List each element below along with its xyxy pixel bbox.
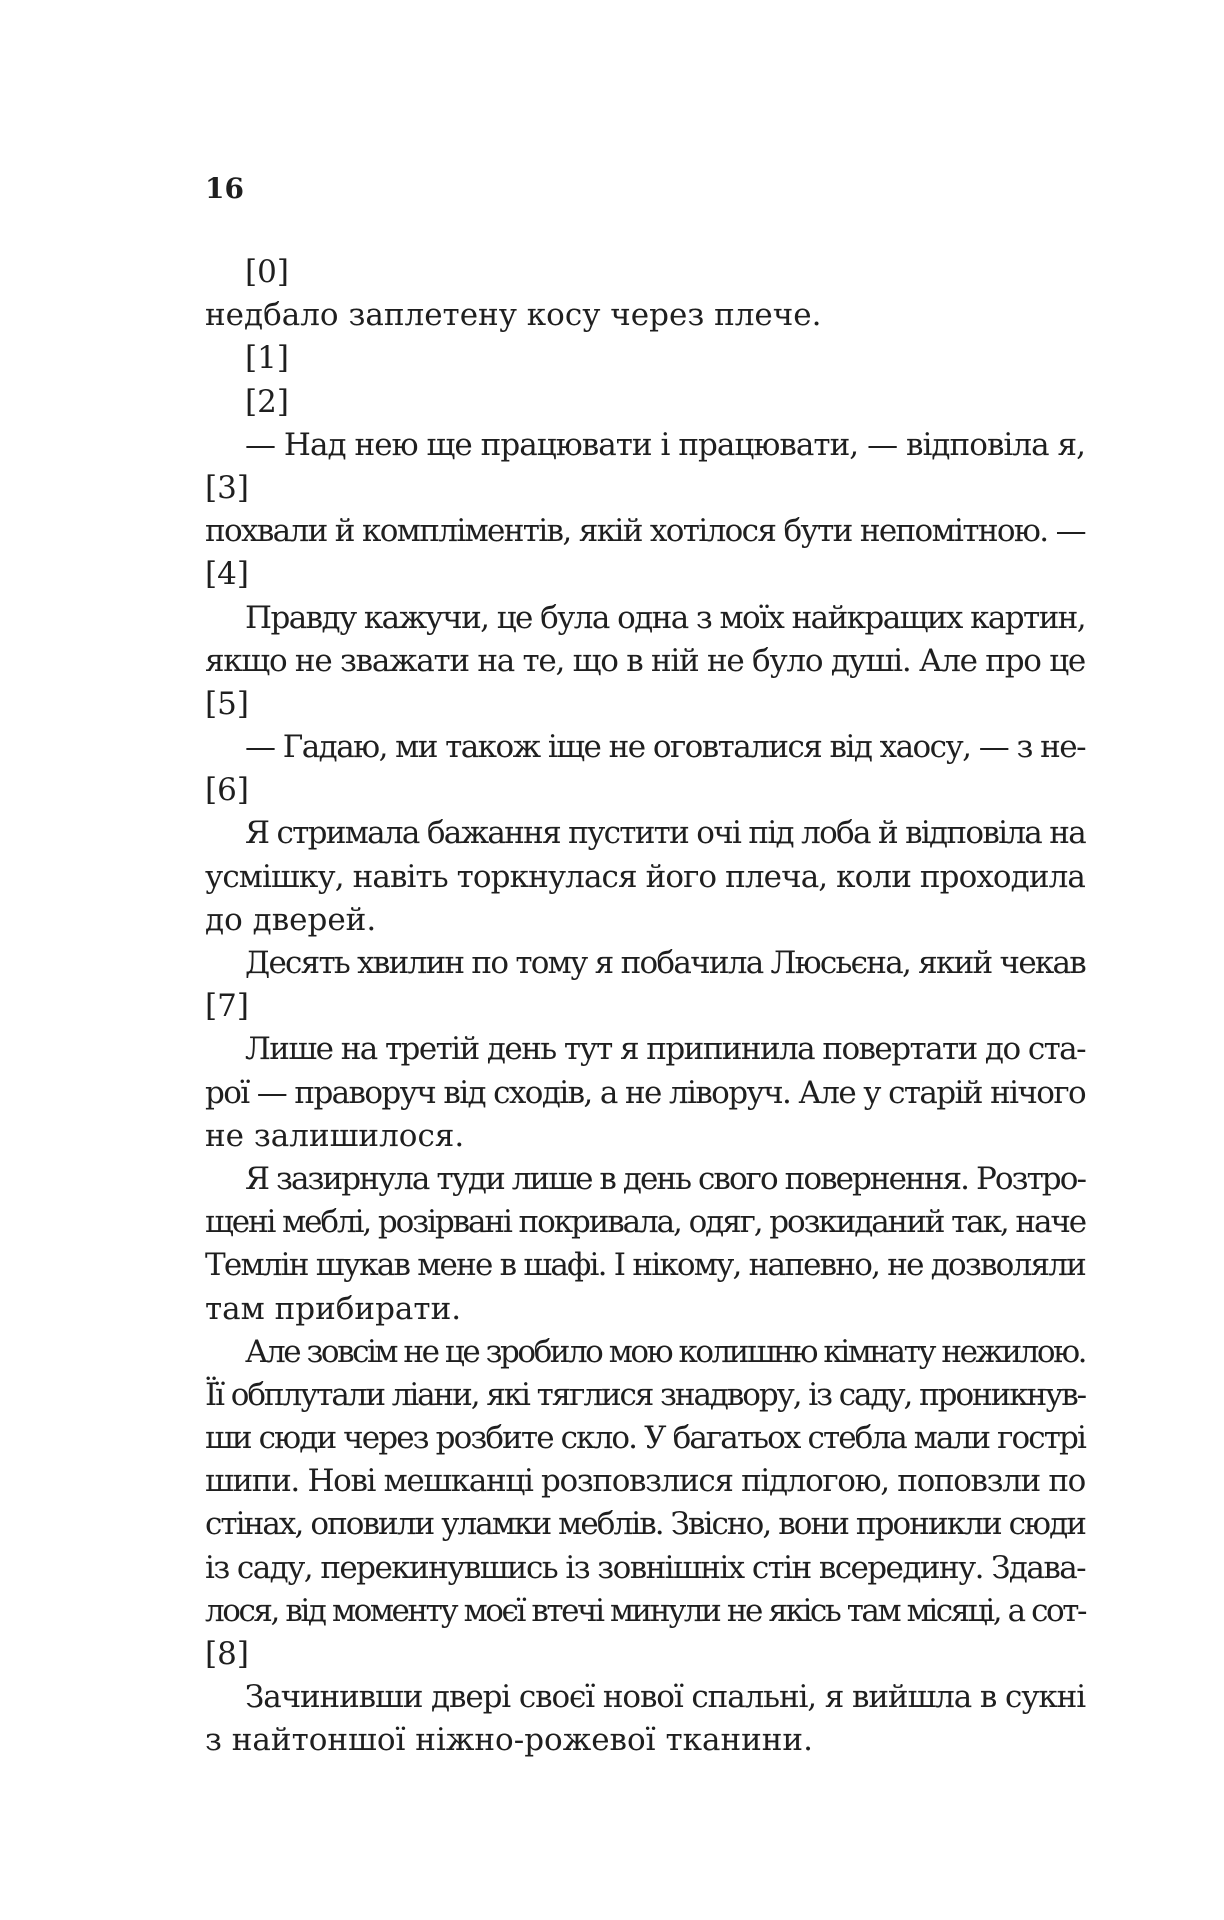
text-line: [7] [205, 988, 249, 1025]
body-text [205, 251, 1085, 1763]
text-line: похвали й компліментів, якій хотілося бути непомітною. — [205, 513, 1085, 550]
text-line: не залишилося. [205, 1117, 465, 1154]
text-line: [0] [245, 254, 289, 290]
text-line: Лише на третій день тут я припинила повертати до ста- [245, 1031, 1085, 1068]
text-line: там прибирати. [205, 1290, 462, 1327]
text-line: [2] [245, 383, 289, 420]
text-line: [8] [205, 1636, 249, 1672]
text-line: щені меблі, розірвані покривала, одяг, розкиданий так, наче [205, 1204, 1085, 1241]
text-line: ши сюди через розбите скло. У багатьох стебла мали гострі [205, 1420, 1085, 1457]
text-line: Я зазирнула туди лише в день свого повернення. Розтро- [245, 1160, 1085, 1197]
text-line: стінах, оповили уламки меблів. Звісно, вони проникли сюди [205, 1506, 1085, 1543]
text-line: [1] [245, 340, 289, 377]
text-line: [5] [205, 685, 249, 722]
text-line: [6] [205, 772, 249, 809]
text-line: до дверей. [205, 901, 377, 938]
text-line: недбало заплетену косу через плече. [205, 297, 822, 334]
text-line: рої — праворуч від сходів, а не ліворуч. Але у старій нічого [205, 1074, 1085, 1111]
text-line: Її обплутали ліани, які тяглися знадвору, із саду, проникнув- [205, 1376, 1085, 1413]
text-line: Але зовсім не це зробило мою колишню кімнату нежилою. [245, 1333, 1085, 1370]
text-line: Зачинивши двері своєї нової спальні, я вийшла в сукні [245, 1679, 1085, 1716]
text-line: якщо не зважати на те, що в ній не було душі. Але про це [205, 642, 1085, 679]
text-line: Правду кажучи, це була одна з моїх найкращих картин, [245, 599, 1085, 636]
text-line: [4] [205, 556, 249, 593]
text-line: — Над нею ще працювати і працювати, — відповіла я, [245, 426, 1085, 463]
text-line: лося, від моменту моєї втечі минули не якісь там місяці, а сот- [205, 1592, 1085, 1629]
text-line: усмішку, навіть торкнулася його плеча, коли проходила [205, 858, 1085, 895]
text-line: шипи. Нові мешканці розповзлися підлогою, поповзли по [205, 1463, 1085, 1500]
text-line: — Гадаю, ми також іще не оговталися від хаосу, — з не- [245, 729, 1085, 766]
text-line: Темлін шукав мене в шафі. І нікому, напевно, не дозволяли [205, 1247, 1085, 1284]
text-line: Я стримала бажання пустити очі під лоба й відповіла на [245, 815, 1085, 852]
text-line: з найтоншої ніжно-рожевої тканини. [205, 1722, 813, 1759]
text-line: Десять хвилин по тому я побачила Люсьєна, який чекав [245, 945, 1085, 981]
text-line: [3] [205, 469, 249, 506]
page-number: 16 [205, 172, 244, 205]
text-line: із саду, перекинувшись із зовнішніх стін всередину. Здава- [205, 1549, 1086, 1586]
